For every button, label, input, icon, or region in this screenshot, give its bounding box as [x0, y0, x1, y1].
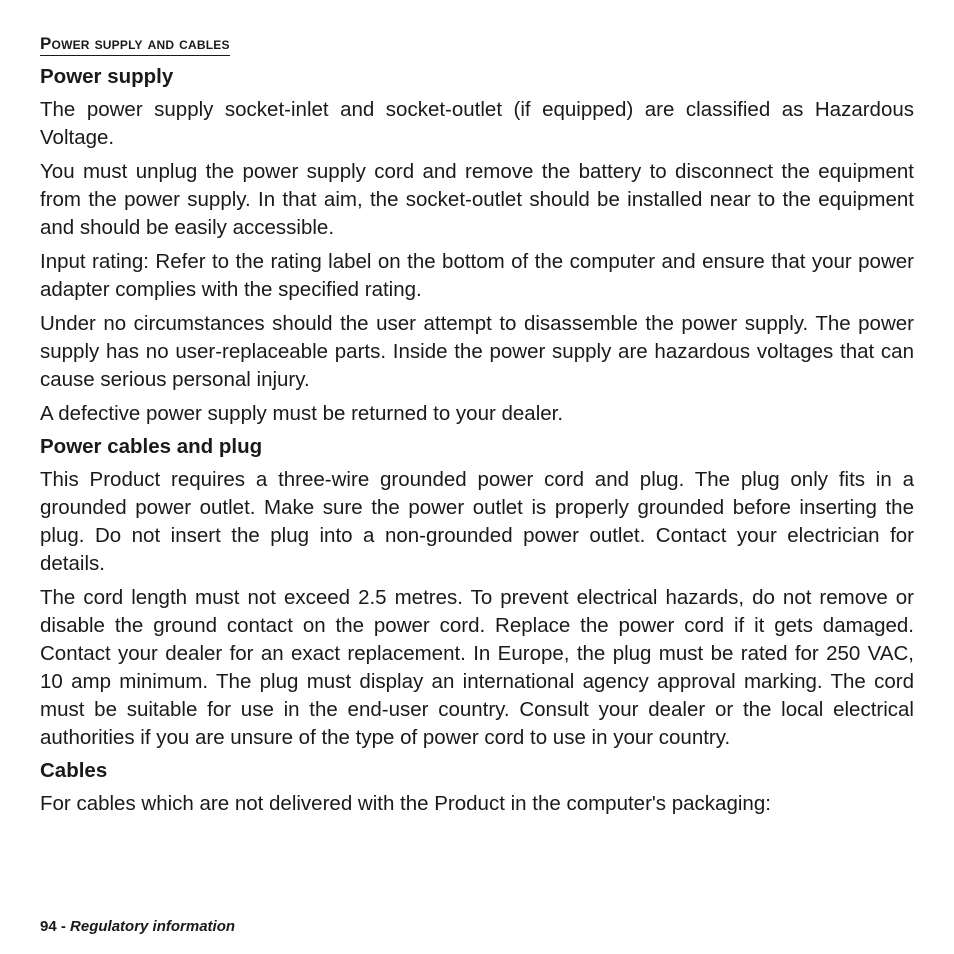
paragraph: For cables which are not delivered with the Product in the computer's packaging: — [40, 792, 771, 815]
paragraph: A defective power supply must be returned to your dealer. — [40, 402, 564, 425]
footer-label: Regulatory information — [70, 918, 236, 935]
paragraph: Input rating: Refer to the rating label on the bottom of the computer and ensure that your power adapter complies with the specified rating. — [40, 250, 914, 301]
section-title: Power supply and cables — [40, 34, 230, 56]
footer-separator: - — [56, 918, 71, 935]
document-page — [40, 34, 914, 824]
paragraph: The cord length must not exceed 2.5 metres. To prevent electrical hazards, do not remove or disable the ground contact on the power cord. Replace the power cord if it gets damaged. Contact your dealer for an exact replacement. In Europe, the plug must be rated for 250 VAC, 10 amp minimum. The plug must display an international agency approval marking. The cord must be suitable for use in the end-user country. Consult your dealer or the local electrical authorities if you are unsure of the type of power cord to use in your country. — [40, 586, 914, 749]
paragraph: This Product requires a three-wire grounded power cord and plug. The plug only fits in a grounded power outlet. Make sure the power outlet is properly grounded before inserting the plug. Do not insert the plug into a non-grounded power outlet. Contact your electrician for details. — [40, 468, 914, 575]
page-footer — [40, 918, 235, 936]
paragraph: The power supply socket-inlet and socket-outlet (if equipped) are classified as Hazardous Voltage. — [40, 98, 914, 149]
heading-power-supply: Power supply — [40, 65, 174, 88]
paragraph: You must unplug the power supply cord and remove the battery to disconnect the equipment from the power supply. In that aim, the socket-outlet should be installed near to the equipment and should be easily accessible. — [40, 160, 914, 239]
heading-power-cables: Power cables and plug — [40, 435, 263, 458]
page-number: 94 — [40, 918, 57, 935]
paragraph: Under no circumstances should the user attempt to disassemble the power supply. The power supply has no user-replaceable parts. Inside the power supply are hazardous voltages that can cause serious personal injury. — [40, 312, 914, 391]
heading-cables: Cables — [40, 759, 108, 782]
